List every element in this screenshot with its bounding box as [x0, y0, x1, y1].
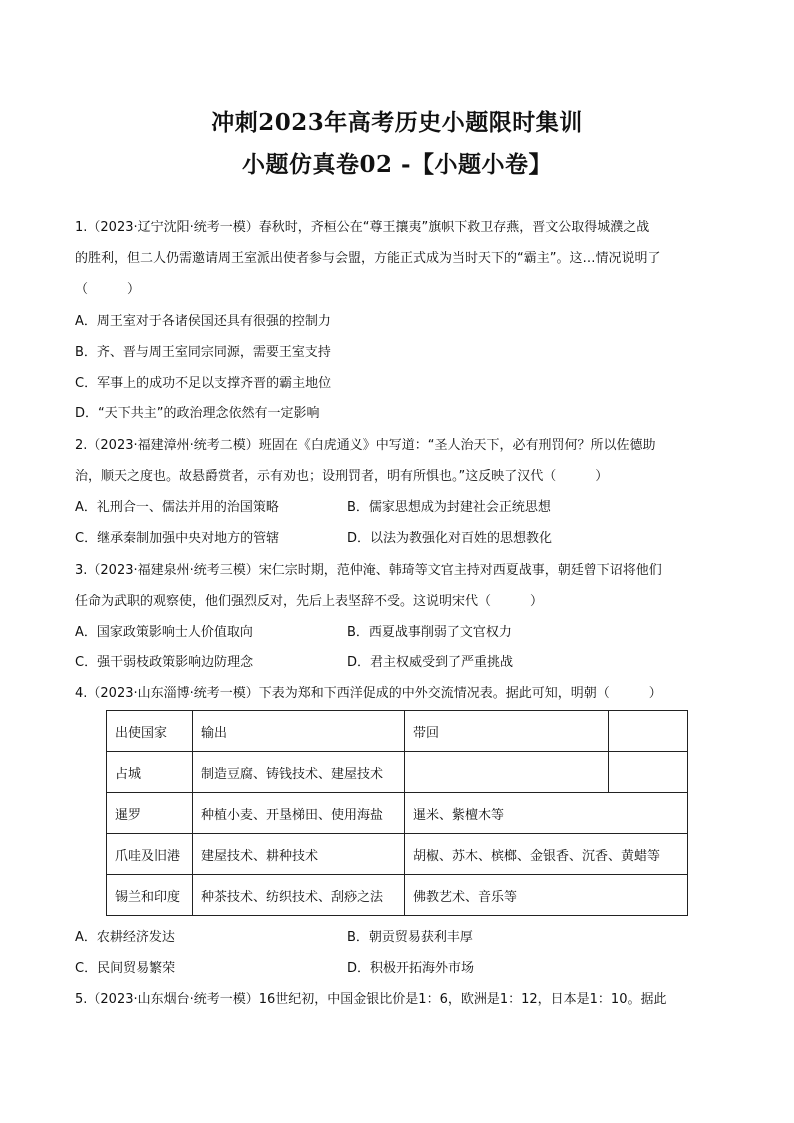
exchange-table: [106, 710, 688, 916]
table-cell: [405, 752, 609, 793]
table-row: [107, 875, 688, 916]
question-1-line-2: 的胜利，但二人仍需邀请周王室派出使者参与会盟，方能正式成为当时天下的“霸主”。这…情况说明了: [75, 251, 661, 266]
question-4-line-1: 4.（2023·山东淄博·统考一模）下表为郑和下西洋促成的中外交流情况表。据此可知，明朝（ ）: [75, 686, 662, 701]
table-cell: 种茶技术、纺织技术、刮痧之法: [193, 875, 405, 916]
question-2-option-c: C．继承秦制加强中央对地方的管辖: [75, 531, 280, 546]
table-header-cell: [609, 711, 688, 752]
question-4-option-a: A．农耕经济发达: [75, 930, 175, 945]
question-2-line-2: 治，顺天之度也。故悬爵赏者，示有劝也；设刑罚者，明有所惧也。”这反映了汉代（ ）: [75, 469, 609, 484]
table-cell: 暹罗: [107, 793, 193, 834]
table-header-cell: 出使国家: [107, 711, 193, 752]
table-cell: 暹米、紫檀木等: [405, 793, 688, 834]
question-1-line-3: （ ）: [75, 282, 141, 297]
table-cell: [609, 752, 688, 793]
question-1-option-a: A．周王室对于各诸侯国还具有很强的控制力: [75, 314, 331, 329]
question-3-option-c: C．强干弱枝政策影响边防理念: [75, 655, 254, 670]
table-cell: 胡椒、苏木、槟榔、金银香、沉香、黄蜡等: [405, 834, 688, 875]
table-header-row: [107, 711, 688, 752]
question-2-option-b: B．儒家思想成为封建社会正统思想: [347, 500, 551, 515]
question-5-line-1: 5.（2023·山东烟台·统考一模）16世纪初，中国金银比价是1：6，欧洲是1：12，日本是1：10。据此: [75, 992, 667, 1007]
question-4-option-b: B．朝贡贸易获利丰厚: [347, 930, 473, 945]
table-cell: 占城: [107, 752, 193, 793]
question-2-line-1: 2.（2023·福建漳州·统考二模）班固在《白虎通义》中写道：“圣人治天下，必有刑罚何？所以佐德助: [75, 438, 656, 453]
table-cell: 种植小麦、开垦梯田、使用海盐: [193, 793, 405, 834]
question-1-option-d: D．“天下共主”的政治理念依然有一定影响: [75, 406, 320, 421]
question-4-option-d: D．积极开拓海外市场: [347, 961, 475, 976]
question-3-line-1: 3.（2023·福建泉州·统考三模）宋仁宗时期，范仲淹、韩琦等文官主持对西夏战事，朝廷曾下诏将他们: [75, 563, 662, 578]
question-3-line-2: 任命为武职的观察使，他们强烈反对，先后上表坚辞不受。这说明宋代（ ）: [75, 594, 544, 609]
question-3-option-d: D．君主权威受到了严重挑战: [347, 655, 514, 670]
question-2-option-d: D．以法为教强化对百姓的思想教化: [347, 531, 553, 546]
table-cell: 佛教艺术、音乐等: [405, 875, 688, 916]
page-title: 冲刺2023年高考历史小题限时集训: [211, 109, 583, 136]
question-2-option-a: A．礼刑合一、儒法并用的治国策略: [75, 500, 279, 515]
table-cell: 建屋技术、耕种技术: [193, 834, 405, 875]
table-cell: 制造豆腐、铸钱技术、建屋技术: [193, 752, 405, 793]
table-cell: 爪哇及旧港: [107, 834, 193, 875]
question-4-option-c: C．民间贸易繁荣: [75, 961, 176, 976]
question-1-option-c: C．军事上的成功不足以支撑齐晋的霸主地位: [75, 376, 332, 391]
question-1-line-1: 1.（2023·辽宁沈阳·统考一模）春秋时，齐桓公在“尊王攘夷”旗帜下救卫存燕，晋文公取得城濮之战: [75, 220, 650, 235]
table-row: [107, 793, 688, 834]
table-cell: 锡兰和印度: [107, 875, 193, 916]
table-header-cell: 输出: [193, 711, 405, 752]
table-row: [107, 752, 688, 793]
table-row: [107, 834, 688, 875]
question-3-option-b: B．西夏战事削弱了文官权力: [347, 625, 512, 640]
question-1-option-b: B．齐、晋与周王室同宗同源，需要王室支持: [75, 345, 331, 360]
question-3-option-a: A．国家政策影响士人价值取向: [75, 625, 253, 640]
page-subtitle: 小题仿真卷02 -【小题小卷】: [241, 151, 553, 178]
table-header-cell: 带回: [405, 711, 609, 752]
